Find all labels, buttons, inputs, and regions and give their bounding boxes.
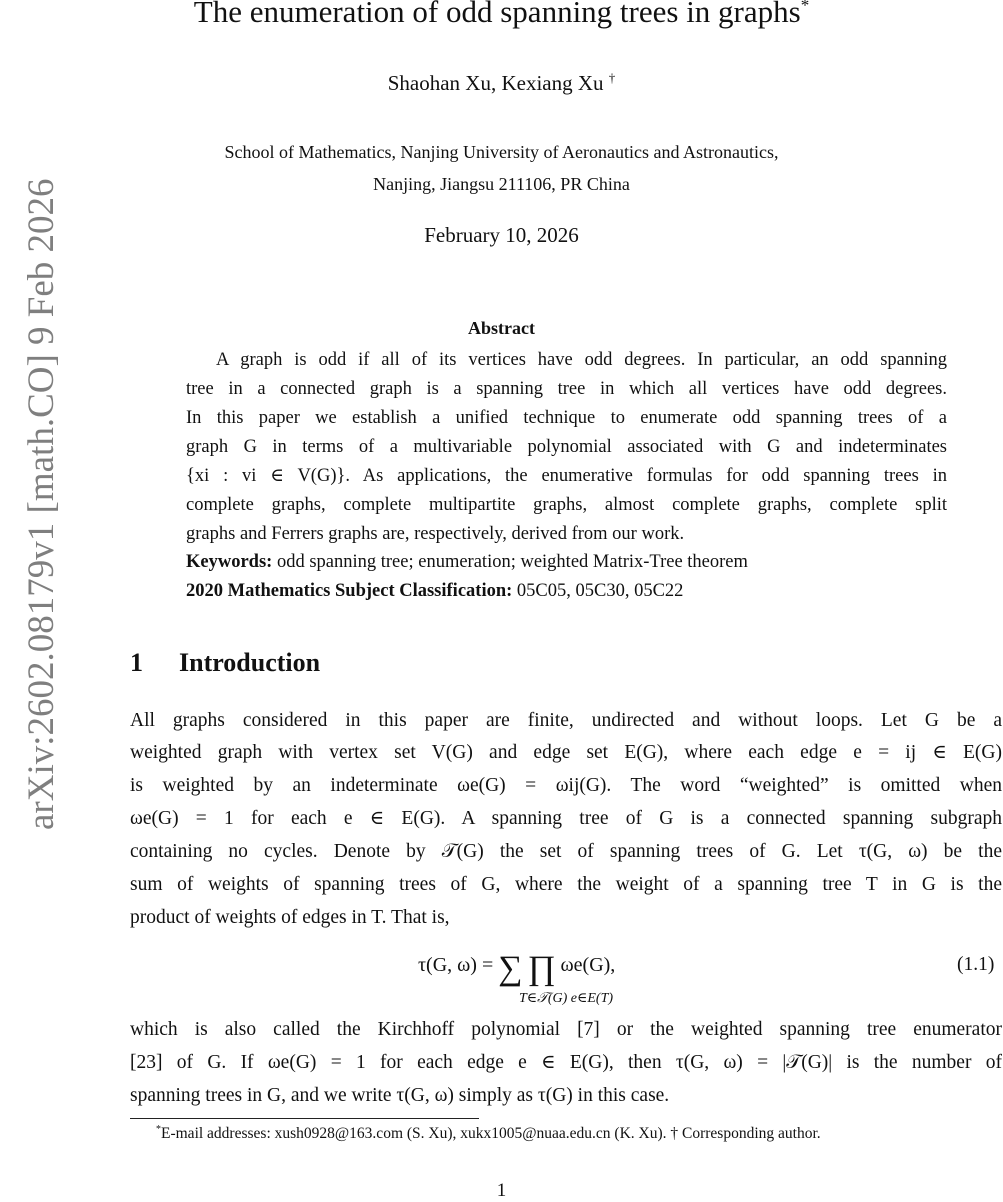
arxiv-identifier: arXiv:2602.08179v1 [math.CO] 9 Feb 2026 bbox=[21, 178, 62, 830]
abstract-heading: Abstract bbox=[468, 318, 535, 338]
abstract-line: A graph is odd if all of its vertices have odd degrees. In particular, an odd spanning bbox=[216, 350, 947, 370]
equation-1-1 bbox=[0, 940, 1003, 1010]
footnote-rule bbox=[130, 1118, 479, 1119]
body-line: [23] of G. If ωe(G) = 1 for each edge e ∈ E(G), then τ(G, ω) = |𝒯(G)| is the number of bbox=[130, 1052, 1002, 1073]
corresponding-author-mark: † bbox=[608, 70, 616, 85]
author-names: Shaohan Xu, Kexiang Xu bbox=[387, 71, 604, 95]
title-footnote-mark: * bbox=[800, 0, 810, 15]
equation-subscripts: T∈𝒯(G) e∈E(T) bbox=[519, 991, 614, 1006]
equation-number: (1.1) bbox=[957, 954, 995, 975]
body-line: containing no cycles. Denote by 𝒯(G) the set of spanning trees of G. Let τ(G, ω) be the bbox=[130, 841, 1002, 862]
msc-label: 2020 Mathematics Subject Classification: bbox=[186, 581, 513, 601]
body-line: product of weights of edges in T. That is, bbox=[130, 907, 450, 928]
msc-value: 05C05, 05C30, 05C22 bbox=[516, 581, 684, 601]
body-line: is weighted by an indeterminate ωe(G) = ωij(G). The word “weighted” is omitted when bbox=[130, 775, 1002, 796]
section-heading bbox=[130, 648, 320, 678]
body-line: All graphs considered in this paper are finite, undirected and without loops. Let G be a bbox=[130, 710, 1002, 731]
abstract-line: {xi : vi ∈ V(G)}. As applications, the enumerative formulas for odd spanning trees in bbox=[186, 466, 947, 486]
paper-title bbox=[0, 0, 1003, 30]
footnote-mark: * bbox=[156, 1124, 161, 1135]
page-number: 1 bbox=[496, 1180, 507, 1201]
abstract-line: tree in a connected graph is a spanning tree in which all vertices have odd degrees. bbox=[186, 379, 947, 399]
body-line: which is also called the Kirchhoff polynomial [7] or the weighted spanning tree enumerator bbox=[130, 1019, 1002, 1040]
paper-title-text: The enumeration of odd spanning trees in graphs bbox=[193, 0, 801, 29]
body-line: spanning trees in G, and we write τ(G, ω) simply as τ(G) in this case. bbox=[130, 1085, 670, 1106]
affiliation-line-2: Nanjing, Jiangsu 211106, PR China bbox=[373, 174, 630, 194]
equation-lhs: τ(G, ω) = bbox=[418, 954, 499, 976]
equation-term: ωe(G), bbox=[560, 954, 616, 976]
abstract-line: In this paper we establish a unified technique to enumerate odd spanning trees of a bbox=[186, 408, 947, 428]
keywords-value: odd spanning tree; enumeration; weighted Matrix-Tree theorem bbox=[276, 552, 748, 572]
affiliation-line-1: School of Mathematics, Nanjing University of Aeronautics and Astronautics, bbox=[224, 142, 779, 162]
section-title: Introduction bbox=[179, 648, 321, 677]
abstract-line: complete graphs, complete multipartite graphs, almost complete graphs, complete split bbox=[186, 495, 947, 515]
msc-classification bbox=[186, 581, 683, 602]
body-line: ωe(G) = 1 for each e ∈ E(G). A spanning tree of G is a connected spanning subgraph bbox=[130, 808, 1002, 829]
keywords-label: Keywords: bbox=[186, 552, 273, 572]
abstract-line: graph G in terms of a multivariable polynomial associated with G and indeterminates bbox=[186, 437, 947, 457]
body-line: sum of weights of spanning trees of G, where the weight of a spanning tree T in G is the bbox=[130, 874, 1002, 895]
equation-body bbox=[418, 950, 615, 988]
sum-symbol: ∑ bbox=[498, 950, 523, 987]
paper-date: February 10, 2026 bbox=[424, 223, 579, 247]
abstract-line: graphs and Ferrers graphs are, respectively, derived from our work. bbox=[186, 524, 685, 544]
section-number: 1 bbox=[130, 648, 143, 677]
footnote bbox=[156, 1124, 821, 1143]
body-line: weighted graph with vertex set V(G) and edge set E(G), where each edge e = ij ∈ E(G) bbox=[130, 742, 1002, 763]
authors bbox=[0, 70, 1003, 96]
product-symbol: ∏ bbox=[527, 950, 556, 987]
keywords bbox=[186, 552, 748, 573]
footnote-text: E-mail addresses: xush0928@163.com (S. Xu), xukx1005@nuaa.edu.cn (K. Xu). † Corresponding author. bbox=[161, 1125, 821, 1143]
